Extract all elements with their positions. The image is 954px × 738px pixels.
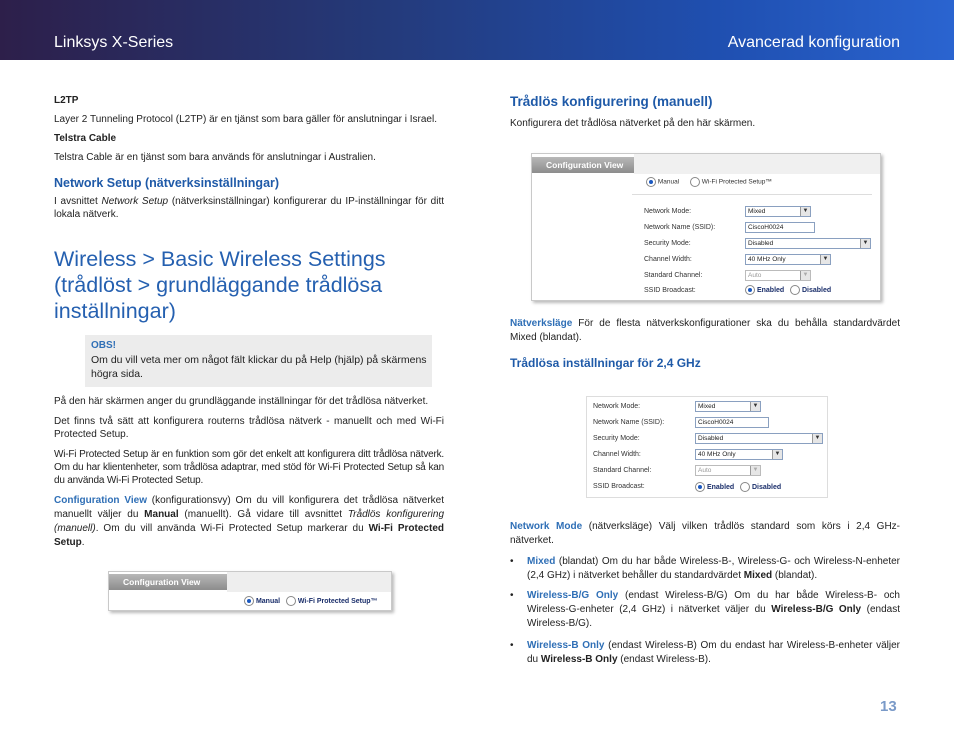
note-box — [85, 335, 432, 387]
config-view-screenshot — [108, 571, 392, 611]
standard-channel-select[interactable]: Auto ▼ — [745, 270, 811, 281]
network-mode-select[interactable]: Mixed ▼ — [745, 206, 811, 217]
telstra-title: Telstra Cable — [54, 133, 117, 144]
ssid-label: Network Name (SSID): — [644, 224, 716, 231]
ssid-input-2[interactable]: CiscoH0024 — [695, 417, 769, 428]
wps-radio[interactable] — [286, 596, 296, 606]
section-heading-line-2: (trådlöst > grundläggande trådlösa — [54, 273, 383, 297]
section-heading — [54, 246, 444, 324]
sub-24ghz — [510, 357, 900, 370]
broadcast-enabled-radio[interactable] — [745, 285, 755, 295]
network-mode-label: Network Mode: — [644, 208, 692, 215]
right-top — [510, 95, 900, 130]
chevron-down-icon: ▼ — [772, 450, 782, 459]
standard-channel-select-2[interactable]: Auto ▼ — [695, 465, 761, 476]
security-mode-select[interactable]: Disabled ▼ — [745, 238, 871, 249]
ssid-input[interactable]: CiscoH0024 — [745, 222, 815, 233]
broadcast-enabled-radio-2[interactable] — [695, 482, 705, 492]
wireless-manual-intro: Konfigurera det trådlösa nätverket på den här skärmen. — [510, 118, 756, 129]
chevron-down-icon: ▼ — [800, 207, 810, 216]
config-view-options — [244, 596, 378, 606]
channel-width-select[interactable]: 40 MHz Only ▼ — [745, 254, 831, 265]
manual-radio[interactable] — [244, 596, 254, 606]
telstra-text: Telstra Cable är en tjänst som bara används för anslutningar i Australien. — [54, 152, 376, 163]
network-setup-heading: Network Setup (nätverksinställningar) — [54, 176, 280, 190]
standard-channel-label-2: Standard Channel: — [593, 467, 652, 474]
header-right-title: Avancerad konfiguration — [727, 34, 900, 51]
wps-radio-2[interactable] — [690, 177, 700, 187]
wireless-settings-screenshot — [531, 153, 881, 301]
manual-radio-2[interactable] — [646, 177, 656, 187]
config-view-bar: Configuration View — [109, 574, 228, 590]
chevron-down-icon: ▼ — [750, 466, 760, 475]
sub-24ghz-heading: Trådlösa inställningar för 2,4 GHz — [510, 356, 701, 370]
network-mode-label-2: Network Mode: — [593, 403, 641, 410]
ssid-broadcast-label: SSID Broadcast: — [644, 287, 696, 294]
ssid-label-2: Network Name (SSID): — [593, 419, 665, 426]
ssid-broadcast-options-2: Enabled Disabled — [695, 482, 781, 492]
para-wps: Wi-Fi Protected Setup är en funktion som gör det enkelt att konfigurera ditt trådlösa nätverk. Om du har klientenheter, som trådlösa adaptrar, med stöd för Wi-Fi Protected Setup så kan du använda Wi-Fi Protected Setup. — [54, 449, 444, 486]
page-number: 13 — [880, 698, 897, 715]
config-view-options-2: Manual Wi-Fi Protected Setup™ — [646, 177, 772, 187]
left-column — [54, 94, 444, 221]
network-setup-text: I avsnittet Network Setup (nätverksinställningar) konfigurerar du IP-inställningar för ditt lokala nätverk. — [54, 196, 445, 220]
chevron-down-icon: ▼ — [800, 271, 810, 280]
network-mode-select-2[interactable]: Mixed ▼ — [695, 401, 761, 412]
wps-label: Wi-Fi Protected Setup™ — [297, 597, 378, 605]
chevron-down-icon: ▼ — [820, 255, 830, 264]
security-mode-select-2[interactable]: Disabled ▼ — [695, 433, 823, 444]
manual-label: Manual — [255, 597, 281, 605]
para-two-ways: Det finns två sätt att konfigurera routerns trådlösa nätverk - manuellt och med Wi-Fi Protected Setup. — [54, 416, 444, 440]
section-heading-line-3: inställningar) — [54, 299, 176, 323]
para-intro: På den här skärmen anger du grundläggande inställningar för det trådlösa nätverket. — [54, 396, 429, 407]
network-mode-para: Nätverksläge För de flesta nätverkskonfigurationer ska du behålla standardvärdet Mixed (blandat). — [510, 318, 900, 343]
l2tp-title: L2TP — [54, 95, 79, 106]
para-config-view: Configuration View (konfigurationsvy) Om du vill konfigurera det trådlösa nätverket manuellt väljer du Manual (manuellt). Gå vidare till avsnittet Trådlös konfigurering (manuell). Om du vill använda Wi-Fi Protected Setup markerar du Wi-Fi Protected Setup. — [54, 495, 445, 548]
l2tp-text: Layer 2 Tunneling Protocol (L2TP) är en tjänst som bara gäller för anslutningar i Israel. — [54, 114, 437, 125]
section-heading-line-1: Wireless > Basic Wireless Settings — [54, 247, 386, 271]
note-title: OBS! — [91, 340, 116, 351]
page-header — [0, 0, 954, 60]
broadcast-disabled-radio[interactable] — [790, 285, 800, 295]
channel-width-label-2: Channel Width: — [593, 451, 641, 458]
left-body — [54, 395, 444, 550]
security-mode-label-2: Security Mode: — [593, 435, 640, 442]
settings-24ghz-screenshot — [586, 396, 828, 498]
ssid-broadcast-options: Enabled Disabled — [745, 285, 831, 295]
note-text: Om du vill veta mer om något fält klickar du på Help (hjälp) på skärmens högra sida. — [91, 354, 427, 380]
chevron-down-icon: ▼ — [812, 434, 822, 443]
chevron-down-icon: ▼ — [860, 239, 870, 248]
header-left-title: Linksys X-Series — [54, 34, 174, 51]
network-mode-24-para: Network Mode (nätverksläge) Välj vilken trådlös standard som körs i 2,4 GHz-nätverket. — [510, 521, 900, 546]
standard-channel-label: Standard Channel: — [644, 272, 703, 279]
config-view-bar-2: Configuration View — [532, 157, 641, 173]
wireless-manual-heading: Trådlös konfigurering (manuell) — [510, 94, 713, 109]
security-mode-label: Security Mode: — [644, 240, 691, 247]
channel-width-select-2[interactable]: 40 MHz Only ▼ — [695, 449, 783, 460]
ssid-broadcast-label-2: SSID Broadcast: — [593, 483, 645, 490]
chevron-down-icon: ▼ — [750, 402, 760, 411]
channel-width-label: Channel Width: — [644, 256, 692, 263]
broadcast-disabled-radio-2[interactable] — [740, 482, 750, 492]
